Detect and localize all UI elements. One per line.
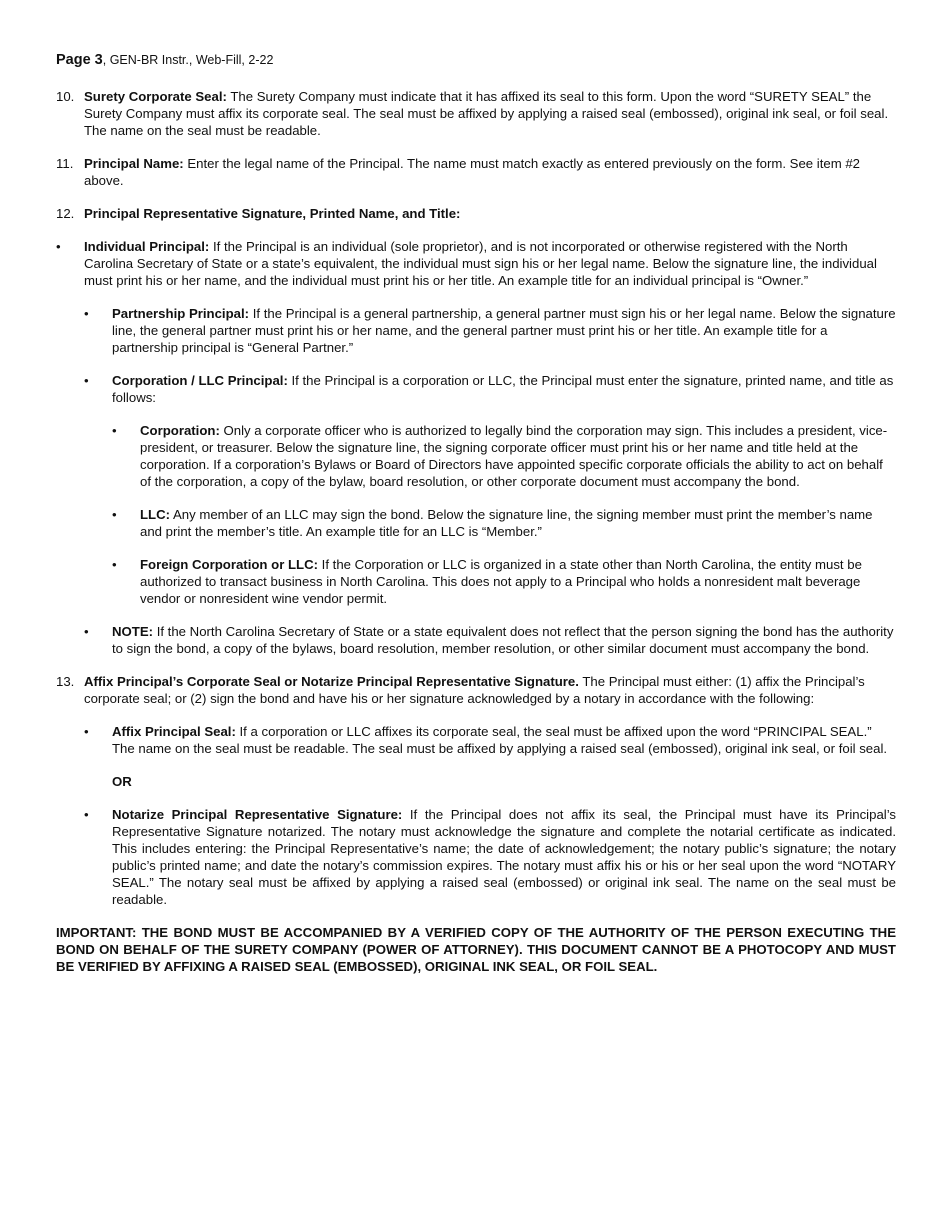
item-title: Surety Corporate Seal:: [84, 89, 227, 104]
bullet-icon: •: [84, 624, 89, 639]
or-label: OR: [112, 774, 132, 789]
item-title: Foreign Corporation or LLC:: [140, 557, 319, 572]
bullet-llc: [56, 506, 896, 540]
item-10-surety-seal: [56, 88, 896, 139]
item-title: Principal Name:: [84, 156, 184, 171]
document-id: , GEN-BR Instr., Web-Fill, 2-22: [102, 53, 274, 67]
item-13-affix-seal-or-notarize: [56, 673, 896, 707]
item-title: Corporation / LLC Principal:: [112, 373, 288, 388]
item-text: If the Corporation or LLC is organized in a state other than North Carolina, the entity must be authorized to transact business in North Carolina. This does not apply to a Principal who holds a nonresident malt beverage vendor or nonresident wine vendor permit.: [140, 557, 862, 606]
item-title: Partnership Principal:: [112, 306, 250, 321]
item-11-principal-name: [56, 155, 896, 189]
bullet-icon: •: [84, 724, 89, 739]
bullet-foreign-corporation-llc: [56, 556, 896, 607]
item-title: Individual Principal:: [84, 239, 210, 254]
bullet-icon: •: [112, 423, 117, 438]
important-notice: IMPORTANT: THE BOND MUST BE ACCOMPANIED BY A VERIFIED COPY OF THE AUTHORITY OF THE PERSON EXECUTING THE BOND ON BEHALF OF THE SURETY COMPANY (POWER OF ATTORNEY). THIS DOCUMENT CANNOT BE A PHOTOCOPY AND MUST BE VERIFIED BY AFFIXING A RAISED SEAL (EMBOSSED), ORIGINAL INK SEAL, OR FOIL SEAL.: [56, 925, 896, 974]
or-separator: [56, 773, 896, 790]
bullet-icon: •: [84, 373, 89, 388]
item-text: The Principal must either: (1) affix the Principal’s corporate seal; or (2) sign the bond and have his or her signature acknowledged by a notary in accordance with the following:: [84, 674, 865, 706]
bullet-icon: •: [112, 557, 117, 572]
item-title: Corporation:: [140, 423, 220, 438]
item-12-representative-signature: [56, 205, 896, 222]
page-number: Page 3: [56, 52, 103, 68]
item-title: Principal Representative Signature, Printed Name, and Title:: [84, 206, 461, 221]
item-text: If the Principal does not affix its seal, the Principal must have its Principal’s Representative Signature notarized. The notary must acknowledge the signature and complete the notarial certificate as indicated. This includes entering: the Principal Representative’s name; the date of acknowledgement; the notary public’s signature; the notary public’s printed name; and date the notary’s commission expires. The notary must affix his or his or her seal upon the word “NOTARY SEAL.” The notary seal must be affixed by applying a raised seal (embossed) or original ink seal. The name on the seal must be readable.: [112, 807, 896, 907]
bullet-individual-principal: [56, 238, 896, 289]
bullet-affix-principal-seal: [56, 723, 896, 757]
item-text: Only a corporate officer who is authorized to legally bind the corporation may sign. This includes a president, vice-president, or treasurer. Below the signature line, the signing corporate officer must print his or her name and title held at the corporation. If a corporation’s Bylaws or Board of Directors have appointed specific corporate officials the ability to act on behalf of the corporation, a copy of the bylaw, board resolution, or other corporate document must accompany the bond.: [140, 423, 888, 489]
item-text: If the Principal is a general partnership, a general partner must sign his or her legal name. Below the signature line, the general partner must print his or her name, and the general partner must print his or her title. An example title for a partnership principal is “General Partner.”: [112, 306, 896, 355]
bullet-partnership-principal: [56, 305, 896, 356]
item-number: 12.: [56, 206, 75, 221]
item-text: If the North Carolina Secretary of State or a state equivalent does not reflect that the person signing the bond has the authority to sign the bond, a copy of the bylaws, board resolution, member resolution, or other similar document must accompany the bond.: [112, 624, 894, 656]
item-title: NOTE:: [112, 624, 154, 639]
item-text: If a corporation or LLC affixes its corporate seal, the seal must be affixed upon the word “PRINCIPAL SEAL.” The name on the seal must be readable. The seal must be affixed by applying a raised seal (embossed), original ink seal, or foil seal.: [112, 724, 888, 756]
instructions-page: [56, 52, 896, 975]
bullet-notarize-signature: [56, 806, 896, 908]
item-title: Notarize Principal Representative Signature:: [112, 807, 403, 822]
item-title: LLC:: [140, 507, 171, 522]
item-text: The Surety Company must indicate that it has affixed its seal to this form. Upon the word “SURETY SEAL” the Surety Company must affix its corporate seal. The seal must be affixed by applying a raised seal (embossed), original ink seal, or foil seal. The name on the seal must be readable.: [84, 89, 889, 138]
bullet-corporation-llc-principal: [56, 372, 896, 406]
item-text: Any member of an LLC may sign the bond. Below the signature line, the signing member must print the member’s name and print the member’s title. An example title for an LLC is “Member.”: [140, 507, 873, 539]
item-number: 11.: [56, 156, 74, 171]
bullet-icon: •: [84, 306, 89, 321]
item-text: Enter the legal name of the Principal. The name must match exactly as entered previously on the form. See item #2 above.: [84, 156, 861, 188]
item-text: If the Principal is an individual (sole proprietor), and is not incorporated or otherwise registered with the North Carolina Secretary of State or a state’s equivalent, the individual must sign his or her legal name. Below the signature line, the individual must print his or her name, and the individual must print his or her title. An example title for an individual principal is “Owner.”: [84, 239, 877, 288]
item-number: 13.: [56, 674, 75, 689]
bullet-icon: •: [112, 507, 117, 522]
item-text: If the Principal is a corporation or LLC, the Principal must enter the signature, printed name, and title as follows:: [112, 373, 894, 405]
bullet-note: [56, 623, 896, 657]
bullet-icon: •: [84, 807, 89, 822]
bullet-corporation: [56, 422, 896, 490]
item-number: 10.: [56, 89, 75, 104]
page-header: [56, 52, 896, 68]
item-title: Affix Principal Seal:: [112, 724, 236, 739]
bullet-icon: •: [56, 239, 61, 254]
item-title: Affix Principal’s Corporate Seal or Notarize Principal Representative Signature.: [84, 674, 579, 689]
